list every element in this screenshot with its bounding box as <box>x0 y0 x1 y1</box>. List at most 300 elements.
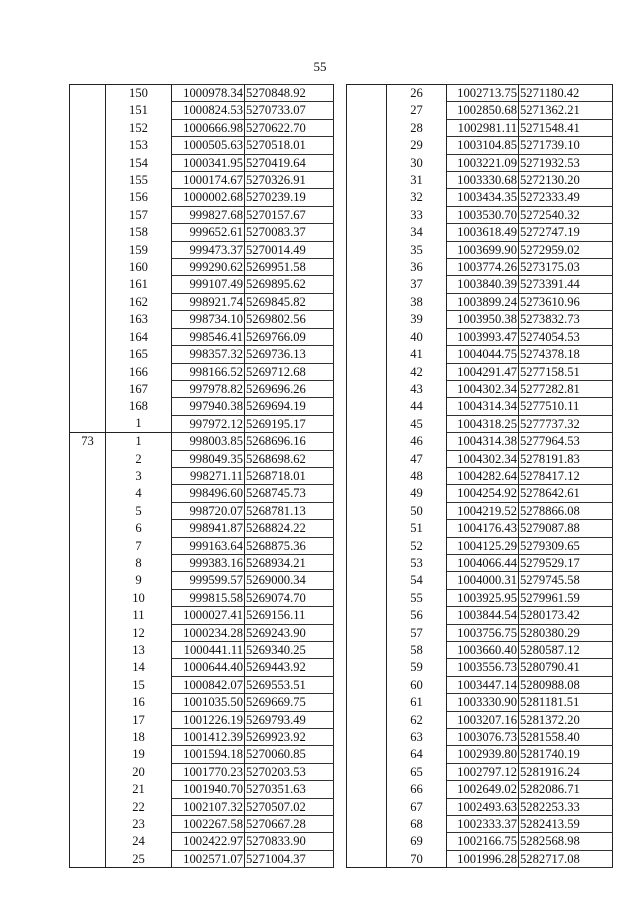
table-row <box>347 520 613 537</box>
table-row <box>70 450 334 467</box>
group-cell <box>70 502 106 519</box>
y-coordinate-cell: 5272130.20 <box>519 172 613 189</box>
point-number-cell: 156 <box>106 189 172 206</box>
point-number-cell: 33 <box>387 206 447 223</box>
group-cell <box>347 485 387 502</box>
group-cell <box>70 467 106 484</box>
x-coordinate-cell: 998941.87 <box>172 520 245 537</box>
x-coordinate-cell: 1002571.07 <box>172 850 245 867</box>
group-cell <box>347 572 387 589</box>
point-number-cell: 34 <box>387 224 447 241</box>
y-coordinate-cell: 5268934.21 <box>245 554 334 571</box>
group-cell <box>347 241 387 258</box>
table-row <box>347 137 613 154</box>
table-row <box>347 293 613 310</box>
group-cell <box>70 189 106 206</box>
group-cell <box>70 729 106 746</box>
table-row <box>70 467 334 484</box>
x-coordinate-cell: 1003330.90 <box>447 694 519 711</box>
y-coordinate-cell: 5280988.08 <box>519 676 613 693</box>
point-number-cell: 150 <box>106 85 172 102</box>
table-row <box>347 224 613 241</box>
table-row <box>70 850 334 867</box>
x-coordinate-cell: 1003993.47 <box>447 328 519 345</box>
group-cell <box>70 763 106 780</box>
group-cell <box>347 607 387 624</box>
group-cell <box>70 572 106 589</box>
table-row <box>347 119 613 136</box>
y-coordinate-cell: 5270157.67 <box>245 206 334 223</box>
y-coordinate-cell: 5282413.59 <box>519 816 613 833</box>
x-coordinate-cell: 1004176.43 <box>447 520 519 537</box>
table-row <box>347 798 613 815</box>
group-cell <box>347 694 387 711</box>
group-cell <box>347 624 387 641</box>
y-coordinate-cell: 5272747.19 <box>519 224 613 241</box>
group-cell <box>70 137 106 154</box>
group-cell <box>70 554 106 571</box>
group-cell <box>70 520 106 537</box>
x-coordinate-cell: 1001940.70 <box>172 781 245 798</box>
point-number-cell: 39 <box>387 311 447 328</box>
group-cell <box>347 711 387 728</box>
y-coordinate-cell: 5269669.75 <box>245 694 334 711</box>
point-number-cell: 3 <box>106 467 172 484</box>
x-coordinate-cell: 1002422.97 <box>172 833 245 850</box>
group-cell <box>347 415 387 432</box>
y-coordinate-cell: 5270060.85 <box>245 746 334 763</box>
x-coordinate-cell: 1004125.29 <box>447 537 519 554</box>
group-cell <box>347 137 387 154</box>
y-coordinate-cell: 5279961.59 <box>519 589 613 606</box>
group-cell <box>347 293 387 310</box>
group-cell <box>347 746 387 763</box>
x-coordinate-cell: 1003950.38 <box>447 311 519 328</box>
group-cell <box>347 189 387 206</box>
x-coordinate-cell: 998734.10 <box>172 311 245 328</box>
table-row <box>70 833 334 850</box>
y-coordinate-cell: 5279087.88 <box>519 520 613 537</box>
group-cell <box>70 676 106 693</box>
x-coordinate-cell: 1002166.75 <box>447 833 519 850</box>
point-number-cell: 17 <box>106 711 172 728</box>
x-coordinate-cell: 1000441.11 <box>172 642 245 659</box>
point-number-cell: 8 <box>106 554 172 571</box>
table-row <box>70 259 334 276</box>
y-coordinate-cell: 5278866.08 <box>519 502 613 519</box>
group-cell <box>70 589 106 606</box>
y-coordinate-cell: 5279529.17 <box>519 554 613 571</box>
y-coordinate-cell: 5270014.49 <box>245 241 334 258</box>
y-coordinate-cell: 5268696.16 <box>245 433 334 450</box>
y-coordinate-cell: 5270667.28 <box>245 816 334 833</box>
x-coordinate-cell: 998546.41 <box>172 328 245 345</box>
y-coordinate-cell: 5269793.49 <box>245 711 334 728</box>
y-coordinate-cell: 5273832.73 <box>519 311 613 328</box>
table-row <box>347 624 613 641</box>
x-coordinate-cell: 1000842.07 <box>172 676 245 693</box>
x-coordinate-cell: 1003447.14 <box>447 676 519 693</box>
point-number-cell: 24 <box>106 833 172 850</box>
point-number-cell: 70 <box>387 850 447 867</box>
table-row <box>347 415 613 432</box>
point-number-cell: 18 <box>106 729 172 746</box>
group-cell <box>70 659 106 676</box>
group-cell <box>70 276 106 293</box>
table-row <box>70 85 334 102</box>
group-cell <box>70 746 106 763</box>
table-row <box>70 537 334 554</box>
point-number-cell: 44 <box>387 398 447 415</box>
point-number-cell: 68 <box>387 816 447 833</box>
y-coordinate-cell: 5277737.32 <box>519 415 613 432</box>
x-coordinate-cell: 1004314.38 <box>447 433 519 450</box>
y-coordinate-cell: 5269736.13 <box>245 346 334 363</box>
group-cell <box>70 798 106 815</box>
point-number-cell: 10 <box>106 589 172 606</box>
y-coordinate-cell: 5279309.65 <box>519 537 613 554</box>
table-row <box>347 433 613 450</box>
y-coordinate-cell: 5274378.18 <box>519 346 613 363</box>
point-number-cell: 51 <box>387 520 447 537</box>
x-coordinate-cell: 1003221.09 <box>447 154 519 171</box>
y-coordinate-cell: 5270351.63 <box>245 781 334 798</box>
x-coordinate-cell: 1004044.75 <box>447 346 519 363</box>
point-number-cell: 31 <box>387 172 447 189</box>
y-coordinate-cell: 5279745.58 <box>519 572 613 589</box>
table-row <box>347 485 613 502</box>
x-coordinate-cell: 1002493.63 <box>447 798 519 815</box>
x-coordinate-cell: 999383.16 <box>172 554 245 571</box>
y-coordinate-cell: 5269802.56 <box>245 311 334 328</box>
point-number-cell: 62 <box>387 711 447 728</box>
y-coordinate-cell: 5271932.53 <box>519 154 613 171</box>
x-coordinate-cell: 998049.35 <box>172 450 245 467</box>
table-row <box>347 781 613 798</box>
group-cell <box>70 415 106 432</box>
table-row <box>347 676 613 693</box>
y-coordinate-cell: 5278642.61 <box>519 485 613 502</box>
group-cell <box>70 328 106 345</box>
x-coordinate-cell: 1003207.16 <box>447 711 519 728</box>
x-coordinate-cell: 1000978.34 <box>172 85 245 102</box>
point-number-cell: 45 <box>387 415 447 432</box>
point-number-cell: 2 <box>106 450 172 467</box>
point-number-cell: 165 <box>106 346 172 363</box>
x-coordinate-cell: 1004302.34 <box>447 450 519 467</box>
y-coordinate-cell: 5270239.19 <box>245 189 334 206</box>
x-coordinate-cell: 1004066.44 <box>447 554 519 571</box>
group-cell <box>347 119 387 136</box>
group-cell <box>70 711 106 728</box>
x-coordinate-cell: 1000002.68 <box>172 189 245 206</box>
point-number-cell: 46 <box>387 433 447 450</box>
x-coordinate-cell: 997978.82 <box>172 380 245 397</box>
y-coordinate-cell: 5268824.22 <box>245 520 334 537</box>
coordinates-table-left <box>69 84 334 868</box>
point-number-cell: 4 <box>106 485 172 502</box>
point-number-cell: 157 <box>106 206 172 223</box>
x-coordinate-cell: 1000824.53 <box>172 102 245 119</box>
table-row <box>70 206 334 223</box>
y-coordinate-cell: 5269895.62 <box>245 276 334 293</box>
x-coordinate-cell: 999652.61 <box>172 224 245 241</box>
point-number-cell: 13 <box>106 642 172 659</box>
point-number-cell: 42 <box>387 363 447 380</box>
table-row <box>347 833 613 850</box>
group-cell <box>70 642 106 659</box>
group-cell <box>347 554 387 571</box>
point-number-cell: 32 <box>387 189 447 206</box>
group-cell <box>70 206 106 223</box>
table-row <box>70 589 334 606</box>
point-number-cell: 22 <box>106 798 172 815</box>
point-number-cell: 48 <box>387 467 447 484</box>
point-number-cell: 159 <box>106 241 172 258</box>
y-coordinate-cell: 5281372.20 <box>519 711 613 728</box>
group-cell <box>347 520 387 537</box>
y-coordinate-cell: 5274054.53 <box>519 328 613 345</box>
table-row <box>347 589 613 606</box>
group-cell <box>347 276 387 293</box>
point-number-cell: 58 <box>387 642 447 659</box>
x-coordinate-cell: 1000341.95 <box>172 154 245 171</box>
group-cell <box>347 433 387 450</box>
x-coordinate-cell: 1003556.73 <box>447 659 519 676</box>
point-number-cell: 14 <box>106 659 172 676</box>
group-cell <box>347 154 387 171</box>
group-cell <box>70 85 106 102</box>
group-cell <box>70 850 106 867</box>
table-row <box>70 763 334 780</box>
y-coordinate-cell: 5277158.51 <box>519 363 613 380</box>
x-coordinate-cell: 1000644.40 <box>172 659 245 676</box>
x-coordinate-cell: 999290.62 <box>172 259 245 276</box>
group-cell <box>347 833 387 850</box>
point-number-cell: 28 <box>387 119 447 136</box>
y-coordinate-cell: 5269156.11 <box>245 607 334 624</box>
table-row <box>70 154 334 171</box>
group-cell <box>70 172 106 189</box>
table-row <box>70 137 334 154</box>
table-row <box>70 554 334 571</box>
y-coordinate-cell: 5282568.98 <box>519 833 613 850</box>
group-cell <box>347 346 387 363</box>
table-row <box>70 328 334 345</box>
point-number-cell: 40 <box>387 328 447 345</box>
table-row <box>70 659 334 676</box>
group-cell <box>70 346 106 363</box>
y-coordinate-cell: 5282253.33 <box>519 798 613 815</box>
table-row <box>70 729 334 746</box>
point-number-cell: 52 <box>387 537 447 554</box>
point-number-cell: 153 <box>106 137 172 154</box>
y-coordinate-cell: 5270083.37 <box>245 224 334 241</box>
point-number-cell: 9 <box>106 572 172 589</box>
group-cell <box>70 293 106 310</box>
x-coordinate-cell: 998496.60 <box>172 485 245 502</box>
group-cell <box>347 450 387 467</box>
x-coordinate-cell: 1002267.58 <box>172 816 245 833</box>
x-coordinate-cell: 1003618.49 <box>447 224 519 241</box>
group-cell <box>347 102 387 119</box>
y-coordinate-cell: 5269694.19 <box>245 398 334 415</box>
y-coordinate-cell: 5270203.53 <box>245 763 334 780</box>
x-coordinate-cell: 1002107.32 <box>172 798 245 815</box>
table-row <box>347 380 613 397</box>
point-number-cell: 47 <box>387 450 447 467</box>
x-coordinate-cell: 1003104.85 <box>447 137 519 154</box>
table-row <box>347 816 613 833</box>
table-row <box>347 850 613 867</box>
x-coordinate-cell: 998166.52 <box>172 363 245 380</box>
y-coordinate-cell: 5269696.26 <box>245 380 334 397</box>
group-cell <box>70 119 106 136</box>
y-coordinate-cell: 5281558.40 <box>519 729 613 746</box>
table-row <box>347 172 613 189</box>
y-coordinate-cell: 5269195.17 <box>245 415 334 432</box>
group-cell <box>347 398 387 415</box>
group-cell <box>347 380 387 397</box>
table-row <box>70 798 334 815</box>
y-coordinate-cell: 5270848.92 <box>245 85 334 102</box>
x-coordinate-cell: 1001035.50 <box>172 694 245 711</box>
table-row <box>70 311 334 328</box>
y-coordinate-cell: 5269951.58 <box>245 259 334 276</box>
point-number-cell: 20 <box>106 763 172 780</box>
x-coordinate-cell: 1002649.02 <box>447 781 519 798</box>
point-number-cell: 1 <box>106 415 172 432</box>
x-coordinate-cell: 1002713.75 <box>447 85 519 102</box>
y-coordinate-cell: 5278191.83 <box>519 450 613 467</box>
y-coordinate-cell: 5272540.32 <box>519 206 613 223</box>
point-number-cell: 37 <box>387 276 447 293</box>
y-coordinate-cell: 5282086.71 <box>519 781 613 798</box>
y-coordinate-cell: 5280173.42 <box>519 607 613 624</box>
table-row <box>347 311 613 328</box>
y-coordinate-cell: 5272959.02 <box>519 241 613 258</box>
group-cell <box>70 363 106 380</box>
table-row <box>70 781 334 798</box>
table-row <box>347 694 613 711</box>
table-row <box>347 85 613 102</box>
table-row <box>70 346 334 363</box>
point-number-cell: 164 <box>106 328 172 345</box>
group-cell: 73 <box>70 433 106 450</box>
point-number-cell: 66 <box>387 781 447 798</box>
y-coordinate-cell: 5281181.51 <box>519 694 613 711</box>
group-cell <box>347 642 387 659</box>
y-coordinate-cell: 5269243.90 <box>245 624 334 641</box>
point-number-cell: 152 <box>106 119 172 136</box>
y-coordinate-cell: 5281916.24 <box>519 763 613 780</box>
group-cell <box>70 624 106 641</box>
group-cell <box>70 450 106 467</box>
y-coordinate-cell: 5271362.21 <box>519 102 613 119</box>
x-coordinate-cell: 1000505.63 <box>172 137 245 154</box>
y-coordinate-cell: 5280587.12 <box>519 642 613 659</box>
point-number-cell: 12 <box>106 624 172 641</box>
x-coordinate-cell: 999827.68 <box>172 206 245 223</box>
point-number-cell: 67 <box>387 798 447 815</box>
group-cell <box>347 816 387 833</box>
y-coordinate-cell: 5278417.12 <box>519 467 613 484</box>
point-number-cell: 35 <box>387 241 447 258</box>
point-number-cell: 49 <box>387 485 447 502</box>
table-row <box>347 363 613 380</box>
table-row <box>347 450 613 467</box>
table-row <box>347 607 613 624</box>
group-cell <box>347 763 387 780</box>
group-cell <box>347 363 387 380</box>
group-cell <box>347 798 387 815</box>
x-coordinate-cell: 1004282.64 <box>447 467 519 484</box>
point-number-cell: 1 <box>106 433 172 450</box>
x-coordinate-cell: 1002333.37 <box>447 816 519 833</box>
point-number-cell: 30 <box>387 154 447 171</box>
x-coordinate-cell: 1002850.68 <box>447 102 519 119</box>
point-number-cell: 26 <box>387 85 447 102</box>
y-coordinate-cell: 5273175.03 <box>519 259 613 276</box>
point-number-cell: 151 <box>106 102 172 119</box>
table-row <box>347 398 613 415</box>
point-number-cell: 59 <box>387 659 447 676</box>
x-coordinate-cell: 1003699.90 <box>447 241 519 258</box>
point-number-cell: 38 <box>387 293 447 310</box>
point-number-cell: 6 <box>106 520 172 537</box>
table-row <box>70 676 334 693</box>
table-row <box>70 398 334 415</box>
point-number-cell: 55 <box>387 589 447 606</box>
point-number-cell: 167 <box>106 380 172 397</box>
table-row <box>70 746 334 763</box>
point-number-cell: 21 <box>106 781 172 798</box>
table-row <box>70 224 334 241</box>
point-number-cell: 25 <box>106 850 172 867</box>
y-coordinate-cell: 5277510.11 <box>519 398 613 415</box>
y-coordinate-cell: 5282717.08 <box>519 850 613 867</box>
point-number-cell: 155 <box>106 172 172 189</box>
y-coordinate-cell: 5268698.62 <box>245 450 334 467</box>
point-number-cell: 54 <box>387 572 447 589</box>
table-row <box>70 415 334 432</box>
table-row <box>70 293 334 310</box>
x-coordinate-cell: 998003.85 <box>172 433 245 450</box>
point-number-cell: 7 <box>106 537 172 554</box>
y-coordinate-cell: 5268718.01 <box>245 467 334 484</box>
x-coordinate-cell: 999815.58 <box>172 589 245 606</box>
point-number-cell: 64 <box>387 746 447 763</box>
table-row <box>347 154 613 171</box>
x-coordinate-cell: 1003530.70 <box>447 206 519 223</box>
x-coordinate-cell: 1000027.41 <box>172 607 245 624</box>
x-coordinate-cell: 1004302.34 <box>447 380 519 397</box>
x-coordinate-cell: 1004219.52 <box>447 502 519 519</box>
y-coordinate-cell: 5269443.92 <box>245 659 334 676</box>
table-row <box>70 433 334 450</box>
group-cell <box>347 676 387 693</box>
page-number: 55 <box>313 59 327 74</box>
y-coordinate-cell: 5269845.82 <box>245 293 334 310</box>
x-coordinate-cell: 1001594.18 <box>172 746 245 763</box>
table-row <box>70 607 334 624</box>
table-row <box>347 502 613 519</box>
table-row <box>347 467 613 484</box>
point-number-cell: 16 <box>106 694 172 711</box>
x-coordinate-cell: 1004000.31 <box>447 572 519 589</box>
table-row <box>347 554 613 571</box>
x-coordinate-cell: 1001412.39 <box>172 729 245 746</box>
